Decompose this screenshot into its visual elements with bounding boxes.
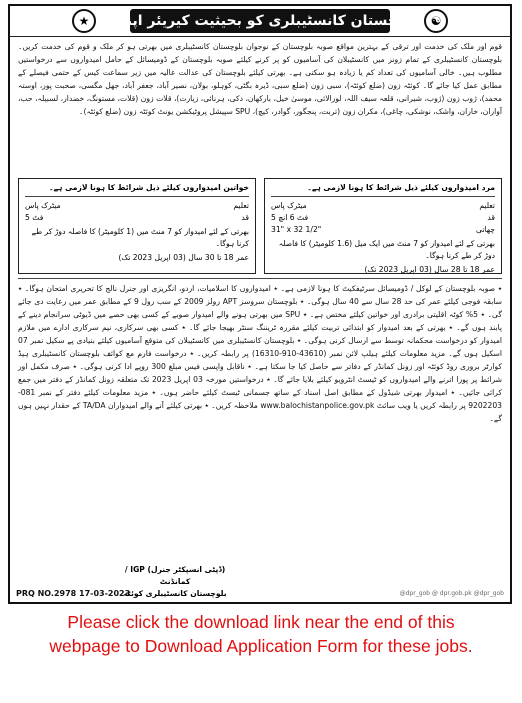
male-requirements-table bbox=[264, 178, 502, 274]
female-age-limit: عمر 18 تا 30 سال (03 اپریل 2023 تک) bbox=[118, 253, 249, 262]
table-row bbox=[271, 212, 495, 224]
table-row bbox=[271, 200, 495, 212]
row-value: 31" x 32 1/2" bbox=[271, 225, 322, 234]
ad-header bbox=[10, 6, 510, 37]
row-value: میٹرک پاس bbox=[25, 201, 61, 210]
row-label: تعلیم bbox=[479, 201, 495, 210]
table-row bbox=[25, 212, 249, 224]
female-table-heading: خواتین امیدواروں کیلئے ذیل شرائط کا ہونا لازمی ہے۔ bbox=[25, 182, 249, 197]
male-table-heading: مرد امیدواروں کیلئے ذیل شرائط کا ہونا لازمی ہے۔ bbox=[271, 182, 495, 197]
rules-text-end: ملاحظہ کریں۔ ٭ بھرتی کیلئے آنے والے امیدواران TA/DA کے حقدار نہیں ہوں گے۔ bbox=[18, 401, 502, 423]
signatory-title: (ڈپٹی انسپکٹر جنرل) IGP / کمانڈنٹ bbox=[124, 565, 226, 586]
balochistan-government-seal-icon: ☯ bbox=[424, 9, 448, 33]
rules-text: ٭ صوبہ بلوچستان کے لوکل / ڈومیسائل سرٹیفکیٹ کا ہونا لازمی ہے۔ ٭ امیدواروں کا اسلامیات، اردو، انگریزی اور جنرل نالج کا تحریری امتحان ہوگا۔ ٭ سابقہ فوجی کیلئے عمر کی حد 28 سال سے 40 سال ہوگی۔ ٭ بلوچستان سروسز APT رولز 2009 کے سب رول 9 کے مطابق عمر میں رعایت دی جائے گی۔ ٭ 5% کوٹہ اقلیتی برادری اور خواتین کیلئے مختص ہے۔ ٭ SPU میں بھرتی ہونے والے امیدوار صوبے کے کسی بھی حصے میں ڈیوٹی سرانجام دینے کے پابند ہوں گے۔ ٭ بھرتی کے بعد امیدوار کو ابتدائی تربیت کیلئے مقررہ ٹریننگ سنٹر بھیجا جائے گا۔ ٭ کسی بھی سرکاری، نیم سرکاری ادارے میں ملازم امیدوار کو درخواست محکمانہ توسط سے ارسال کرنی ہوگی۔ ٭ بلوچستان کانسٹیبلری میں کانسٹیبلان کی متوقع آسامیوں کیلئے بنیادی پے سکیل نمبر 07 اسکیل ہوں گے۔ مزید معلومات کیلئے ہیلپ لائن نمبر (43610-910-16310) پر رابطہ کریں۔ ٭ درخواست فارم مع کوائف بلوچستان کانسٹیبلری ہیڈ کوارٹر بروری روڈ کوئٹہ اور زونل کمانڈر کے دفاتر سے حاصل کیا جا سکتا ہے۔ ٭ ناقابل واپسی فیس مبلغ 300 روپے ادا کرنی ہوگی۔ ٭ صرف مکمل اور شرائط پر پورا اترنے والے امیدواروں کو ٹیسٹ انٹرویو کیلئے بلایا جائے گا۔ ٭ درخواستیں مورخہ 03 اپریل 2023 تک متعلقہ زونل کمانڈر کے دفتر میں جمع کرائی جائیں۔ ٭ امیدوار بھرتی شیڈول کے مطابق اصل اسناد کے ساتھ جسمانی ٹیسٹ کیلئے حاضر ہوں۔ ٭ مزید معلومات کیلئے دفتر کے نمبر 081-9202203 پر رابطہ کریں یا ویب سائٹ bbox=[18, 284, 503, 410]
signature-block bbox=[120, 564, 230, 600]
website-link[interactable]: www.balochistanpolice.gov.pk bbox=[260, 401, 375, 410]
notice-line-1: Please click the download link near the end of this bbox=[67, 612, 455, 632]
intro-paragraph: قوم اور ملک کی خدمت اور ترقی کے بہترین مواقع صوبہ بلوچستان کے نوجوان بلوچستان کانسٹیبلری میں بھرتی ہو کر ملک و قوم کی خدمت کریں۔ بلوچستان کانسٹیبلری کے تمام زونز میں کانسٹیبلان کی آسامیوں کو پر کرنے کیلئے صوبہ بلوچستان کے ڈومیسائل کے حامل امیدواروں سے درخواستیں مطلوب ہیں۔ خالی آسامیوں کی تعداد کم یا زیادہ ہو سکتی ہے۔ بھرتی کیلئے بلوچستان کی عدالت عالیہ میں زیر سماعت کیس کے حتمی فیصلے کے مطابق عمل کیا جائے گا۔ کوئٹہ زون (ضلع کوئٹہ)، سبی زون (ضلع سبی، ڈیرہ بگٹی، کوہلو، بولان، نصیر آباد، جعفر آباد، جھل مگسی، صحبت پور، اوستہ محمد)، ژوب زون (ژوب، شیرانی، قلعہ سیف اللہ، لورالائی، موسیٰ خیل، بارکھان، دکی، ہرنائی، زیارت)، قلات زون (قلات، مستونگ، خضدار، لسبیلہ، حب، آواران، خاران، واشک، نوشکی، چاغی)، مکران زون (تربت، پنجگور، گوادر، کیچ)، SPU سپیشل پروٹیکشن یونٹ کوئٹہ زون (ضلع کوئٹہ)۔ bbox=[18, 42, 502, 116]
row-label: چھاتی bbox=[476, 225, 495, 234]
police-emblem-icon: ★ bbox=[72, 9, 96, 33]
eligibility-tables bbox=[18, 178, 502, 274]
download-notice bbox=[0, 610, 522, 658]
section-divider bbox=[18, 278, 502, 279]
row-value: میٹرک پاس bbox=[271, 201, 307, 210]
ad-title: بلوچستان کانسٹیبلری کو بحیثیت کیریئر اپنائیے bbox=[130, 9, 390, 33]
row-label: تعلیم bbox=[233, 201, 249, 210]
rules-paragraph bbox=[18, 282, 502, 564]
male-run-requirement: بھرتی کے لئے امیدوار کو 7 منٹ میں ایک میل (1.6 کلومیٹر) کا فاصلہ دوڑ کر طے کرنا ہوگا۔ bbox=[278, 239, 495, 260]
row-value: 5 فٹ 6 انچ bbox=[271, 213, 309, 222]
table-row bbox=[271, 224, 495, 236]
row-value: 5 فٹ bbox=[25, 213, 44, 222]
male-age-limit: عمر 18 تا 28 سال (03 اپریل 2023 تک) bbox=[364, 265, 495, 274]
row-label: قد bbox=[241, 213, 249, 222]
row-label: قد bbox=[487, 213, 495, 222]
prq-number: PRQ NO.2978 17-03-2023 bbox=[16, 589, 131, 598]
notice-line-2: webpage to Download Application Form for these jobs. bbox=[49, 636, 473, 656]
table-row bbox=[25, 200, 249, 212]
footer-social-tags: @dpr_gob @ dpr.gob.pk @dpr_gob bbox=[399, 590, 504, 597]
female-requirements-table bbox=[18, 178, 256, 274]
job-advertisement bbox=[8, 4, 512, 604]
signatory-office: بلوچستان کانسٹیبلری کوئٹہ bbox=[123, 589, 227, 598]
female-run-requirement: بھرتی کے لئے امیدوار کو 7 منٹ میں (1 کلومیٹر) کا فاصلہ دوڑ کر طے کرنا ہوگا۔ bbox=[31, 227, 249, 248]
